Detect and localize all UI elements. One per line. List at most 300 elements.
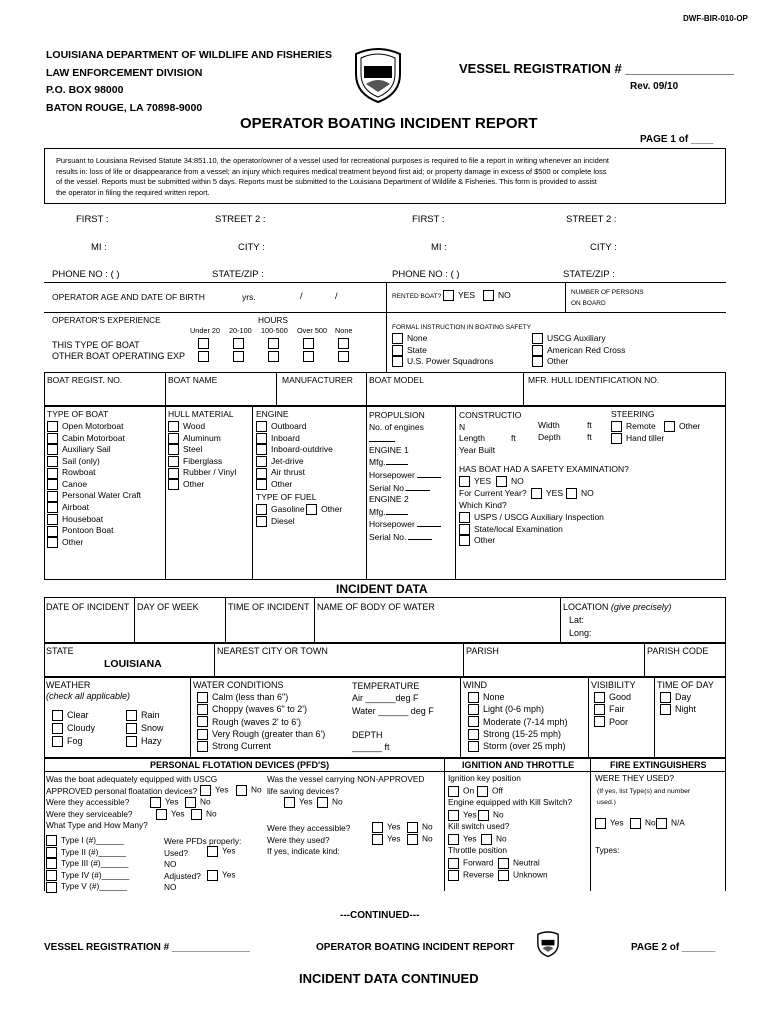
checkbox[interactable] — [47, 433, 58, 444]
checkbox[interactable] — [52, 736, 63, 747]
checkbox[interactable] — [531, 488, 542, 499]
pfd-equipped-no[interactable] — [236, 785, 262, 796]
checkbox[interactable] — [468, 704, 479, 715]
exam-kind-option: Other — [474, 535, 496, 546]
construction-label-2: N — [459, 421, 466, 432]
throttle-forward[interactable] — [448, 858, 493, 869]
formal-option: Other — [547, 356, 569, 367]
weather-left-list — [52, 709, 95, 748]
agency-line-2: LAW ENFORCEMENT DIVISION — [46, 66, 203, 79]
checkbox[interactable] — [477, 786, 488, 797]
checkbox[interactable] — [46, 882, 57, 893]
weather-option: Clear — [67, 710, 89, 721]
pfd-used-label: Were PFDs properly: — [164, 836, 242, 846]
exp-col-100-500: 100-500 — [261, 326, 288, 335]
checkbox[interactable] — [256, 504, 267, 515]
boat-type-option: Other — [62, 536, 84, 547]
checkbox[interactable] — [372, 834, 383, 845]
divider — [165, 406, 166, 580]
na-carrying-no[interactable] — [317, 797, 343, 808]
checkbox[interactable] — [448, 786, 459, 797]
checkbox[interactable] — [47, 456, 58, 467]
prop-text: Horsepower — [369, 469, 415, 480]
checkbox[interactable] — [303, 338, 314, 349]
checkbox[interactable] — [468, 716, 479, 727]
checkbox[interactable] — [656, 818, 667, 829]
yes-label: YES — [546, 487, 564, 498]
agency-address — [46, 47, 332, 117]
pfd-type: Type II (#)______ — [61, 846, 127, 857]
checkbox[interactable] — [197, 741, 208, 752]
divider — [134, 597, 135, 643]
fuel-gasoline[interactable] — [256, 504, 305, 515]
fire-types-label: Types: — [595, 845, 620, 855]
checkbox[interactable] — [126, 710, 137, 721]
checkbox[interactable] — [47, 537, 58, 548]
checkbox[interactable] — [566, 488, 577, 499]
type-of-boat-label: TYPE OF BOAT — [47, 409, 109, 419]
steering-other[interactable] — [664, 421, 700, 432]
yes-label: YES — [458, 289, 476, 300]
checkbox[interactable] — [483, 290, 494, 301]
engine-option: Outboard — [271, 420, 307, 431]
checkbox[interactable] — [168, 433, 179, 444]
pfd-equipped-yes[interactable] — [200, 785, 229, 796]
water-option: Very Rough (greater than 6') — [212, 728, 326, 739]
fuel-option: Diesel — [271, 515, 295, 526]
street2-label-right: STREET 2 : — [566, 214, 617, 225]
no-label: NO — [511, 475, 524, 486]
na-q: Was the vessel carrying NON-APPROVED — [267, 774, 425, 784]
checkbox[interactable] — [47, 491, 58, 502]
checkbox[interactable] — [594, 704, 605, 715]
steering-option: Remote — [626, 420, 656, 431]
checkbox[interactable] — [198, 351, 209, 362]
checkbox[interactable] — [664, 421, 675, 432]
pfd-accessible-no[interactable] — [185, 797, 211, 808]
ignition-on[interactable] — [448, 786, 474, 797]
checkbox[interactable] — [185, 797, 196, 808]
checkbox[interactable] — [630, 818, 641, 829]
divider — [590, 758, 591, 891]
state-zip-label-right: STATE/ZIP : — [563, 269, 615, 280]
pfd-type: Type III (#)______ — [61, 858, 129, 869]
checkbox[interactable] — [372, 822, 383, 833]
safety-yes[interactable] — [459, 476, 491, 487]
throttle-option: Neutral — [513, 857, 540, 868]
intro-line: results in: loss of life or disappearance from a vessel; an injury which requires medical treatment beyond first aid; or property damage in excess of $500 or complete loss — [56, 166, 607, 176]
no-label: No — [422, 821, 433, 832]
checkbox[interactable] — [392, 333, 403, 344]
checkbox[interactable] — [459, 476, 470, 487]
safety-no[interactable] — [496, 476, 524, 487]
checkbox[interactable] — [52, 723, 63, 734]
checkbox[interactable] — [47, 526, 58, 537]
na-questions-2 — [267, 823, 350, 858]
revision: Rev. 09/10 — [630, 81, 679, 92]
time-of-day-list — [660, 691, 696, 716]
formal-option: U.S. Power Squadrons — [407, 356, 494, 367]
checkbox[interactable] — [448, 870, 459, 881]
fire-note-1: (If yes, list Type(s) and number — [597, 788, 691, 795]
experience-label: OPERATOR'S EXPERIENCE — [52, 315, 161, 325]
agency-line-1: LOUISIANA DEPARTMENT OF WILDLIFE AND FISHERIES — [46, 49, 333, 61]
operator-age-label: OPERATOR AGE AND DATE OF BIRTH — [52, 292, 205, 302]
checkbox[interactable] — [459, 535, 470, 546]
checkbox[interactable] — [150, 797, 161, 808]
steering-remote[interactable] — [611, 421, 656, 432]
checkbox[interactable] — [317, 797, 328, 808]
na-used-yes[interactable] — [372, 834, 401, 845]
checkbox[interactable] — [303, 351, 314, 362]
checkbox[interactable] — [443, 290, 454, 301]
temperature-block — [352, 680, 434, 754]
checkbox[interactable] — [168, 444, 179, 455]
prop-text: Mfg. — [369, 457, 386, 468]
hull-option: Rubber / Vinyl — [183, 467, 237, 478]
fuel-diesel[interactable] — [256, 516, 295, 527]
checkbox[interactable] — [256, 444, 267, 455]
na-q: life saving devices? — [267, 785, 339, 796]
prop-text: Mfg. — [369, 506, 386, 517]
checkbox[interactable] — [594, 716, 605, 727]
kill-used-label: Kill switch used? — [448, 821, 510, 831]
city-label-left: CITY : — [238, 242, 265, 253]
checkbox[interactable] — [168, 456, 179, 467]
divider — [644, 643, 645, 677]
fire-used-label: WERE THEY USED? — [595, 773, 674, 783]
throttle-unknown[interactable] — [498, 870, 548, 881]
depth-ft: ______ ft — [352, 742, 390, 753]
na-carrying-yes[interactable] — [284, 797, 313, 808]
state-zip-label-left: STATE/ZIP : — [212, 269, 264, 280]
water-option: Strong Current — [212, 741, 272, 752]
na-accessible-no[interactable] — [407, 822, 433, 833]
checkbox[interactable] — [256, 479, 267, 490]
throttle-option: Reverse — [463, 869, 494, 880]
type-of-boat-list — [47, 421, 141, 549]
na-label: N/A — [671, 817, 685, 828]
checkbox[interactable] — [126, 723, 137, 734]
checkbox[interactable] — [207, 846, 218, 857]
checkbox[interactable] — [46, 835, 57, 846]
checkbox[interactable] — [46, 858, 57, 869]
non-approved-block — [267, 774, 424, 797]
boat-type-option: Rowboat — [62, 467, 96, 478]
wind-option: None — [483, 691, 505, 702]
checkbox[interactable] — [126, 736, 137, 747]
throttle-reverse[interactable] — [448, 870, 494, 881]
checkbox[interactable] — [660, 692, 671, 703]
pfd-types-list — [46, 835, 129, 893]
num-persons-l1: NUMBER OF PERSONS — [571, 289, 644, 296]
ignition-option: Off — [492, 785, 503, 796]
no-label: No — [200, 796, 211, 807]
footer-seal-icon — [536, 930, 560, 958]
prop-blank-line[interactable] — [369, 433, 441, 445]
checkbox[interactable] — [156, 809, 167, 820]
checkbox[interactable] — [392, 356, 403, 367]
checkbox[interactable] — [268, 351, 279, 362]
yes-label: Yes — [171, 808, 185, 819]
rented-no[interactable] — [483, 290, 511, 301]
pfd-type: Type I (#)______ — [61, 835, 124, 846]
hull-option: Other — [183, 478, 205, 489]
checkbox[interactable] — [198, 338, 209, 349]
yes-label: Yes — [387, 821, 401, 832]
no-label: No — [496, 833, 507, 844]
exp-checks-2[interactable] — [233, 337, 248, 362]
agency-line-4: BATON ROUGE, LA 70898-9000 — [46, 101, 203, 114]
checkbox[interactable] — [268, 338, 279, 349]
divider — [44, 771, 726, 772]
formal-option: American Red Cross — [547, 344, 626, 355]
prop-line: ENGINE 1 — [369, 444, 409, 455]
wind-list — [468, 691, 568, 752]
footer-vessel-registration: VESSEL REGISTRATION # ______________ — [44, 942, 250, 953]
pfd-q: APPROVED personal floatation devices? — [46, 785, 198, 796]
fuel-type-label: TYPE OF FUEL — [256, 492, 317, 502]
fire-na[interactable] — [656, 818, 685, 829]
water-temp: Water ______ deg F — [352, 705, 434, 716]
visibility-option: Poor — [609, 716, 629, 727]
throttle-neutral[interactable] — [498, 858, 540, 869]
parish-code-label: PARISH CODE — [647, 646, 709, 656]
depth-ft: ft — [587, 432, 592, 442]
checkbox[interactable] — [197, 692, 208, 703]
state-value: LOUISIANA — [104, 658, 162, 670]
rented-yes[interactable] — [443, 290, 475, 301]
rented-boat-label: RENTED BOAT? — [392, 293, 442, 300]
checkbox[interactable] — [46, 870, 57, 881]
width-label: Width — [538, 420, 560, 430]
no-label: No — [206, 808, 217, 819]
pfd-type: Type V (#)______ — [61, 881, 127, 892]
checkbox[interactable] — [407, 834, 418, 845]
divider — [560, 597, 561, 643]
checkbox[interactable] — [200, 785, 211, 796]
checkbox[interactable] — [468, 729, 479, 740]
kill-yes[interactable] — [448, 810, 477, 821]
prop-text: Serial No. — [369, 531, 407, 542]
checkbox[interactable] — [236, 785, 247, 796]
checkbox[interactable] — [47, 421, 58, 432]
prop-line: No. of engines — [369, 421, 424, 432]
year-built-label: Year Built — [459, 444, 496, 455]
checkbox[interactable] — [448, 858, 459, 869]
divider — [276, 372, 277, 406]
checkbox[interactable] — [168, 421, 179, 432]
checkbox[interactable] — [47, 502, 58, 513]
pfd-q: Were they accessible? — [46, 797, 130, 808]
hours-label: HOURS — [258, 315, 288, 325]
fire-no[interactable] — [630, 818, 656, 829]
checkbox[interactable] — [611, 433, 622, 444]
hull-id-label: MFR. HULL IDENTIFICATION NO. — [528, 375, 660, 385]
checkbox[interactable] — [338, 338, 349, 349]
exam-kinds-list — [459, 512, 604, 547]
checkbox[interactable] — [481, 834, 492, 845]
length-label: Length — [459, 433, 485, 444]
which-kind-label: Which Kind? — [459, 500, 507, 510]
formal-option: USCG Auxiliary — [547, 332, 606, 343]
checkbox[interactable] — [52, 710, 63, 721]
na-accessible-yes[interactable] — [372, 822, 401, 833]
no-label: No — [493, 809, 504, 820]
checkbox[interactable] — [448, 810, 459, 821]
fuel-other[interactable] — [306, 504, 342, 515]
weather-option: Rain — [141, 710, 160, 721]
checkbox[interactable] — [47, 468, 58, 479]
checkbox[interactable] — [197, 716, 208, 727]
divider — [366, 372, 367, 406]
air-temp: Air ______deg F — [352, 693, 419, 704]
boat-name-label: BOAT NAME — [168, 375, 218, 385]
na-used-no[interactable] — [407, 834, 433, 845]
weather-option: Hazy — [141, 736, 162, 747]
checkbox[interactable] — [532, 345, 543, 356]
checkbox[interactable] — [498, 858, 509, 869]
first-name-label-right: FIRST : — [412, 214, 445, 225]
exp-col-over500: Over 500 — [297, 326, 328, 335]
formal-left-list — [392, 333, 493, 368]
pfd-adjusted-yes[interactable] — [207, 870, 236, 881]
dob-slash-1: / — [300, 291, 303, 301]
pfd-serviceable-yes[interactable] — [156, 809, 185, 820]
checkbox[interactable] — [256, 516, 267, 527]
checkbox[interactable] — [459, 512, 470, 523]
checkbox[interactable] — [496, 476, 507, 487]
boat-type-option: Personal Water Craft — [62, 490, 142, 501]
exp-checks-5[interactable] — [338, 337, 353, 362]
steering-label: STEERING — [611, 409, 655, 419]
body-of-water-label: NAME OF BODY OF WATER — [317, 602, 435, 612]
weather-option: Cloudy — [67, 723, 96, 734]
checkbox[interactable] — [191, 809, 202, 820]
checkbox[interactable] — [660, 704, 671, 715]
pfd-used-yes[interactable] — [207, 846, 236, 857]
kill-switch-label: Engine equipped with Kill Switch? — [448, 797, 573, 807]
intro-line: the operator in filing the required written report. — [56, 187, 210, 197]
checkbox[interactable] — [197, 704, 208, 715]
kill-no[interactable] — [478, 810, 504, 821]
visibility-list — [594, 691, 631, 728]
fire-note — [597, 786, 690, 808]
yes-label: Yes — [222, 845, 236, 856]
location-label — [563, 602, 671, 612]
fire-yes[interactable] — [595, 818, 624, 829]
ignition-off[interactable] — [477, 786, 503, 797]
ignition-key-label: Ignition key position — [448, 773, 521, 783]
exp-checks-3[interactable] — [268, 337, 283, 362]
time-option: Day — [675, 691, 692, 702]
checkbox[interactable] — [256, 456, 267, 467]
checkbox[interactable] — [478, 810, 489, 821]
divider — [190, 677, 191, 758]
pfd-q: Was the boat adequately equipped with USCG — [46, 774, 218, 784]
propulsion-label: PROPULSION — [369, 410, 425, 420]
propulsion-block — [369, 410, 441, 544]
checkbox[interactable] — [306, 504, 317, 515]
checkbox[interactable] — [468, 741, 479, 752]
checkbox[interactable] — [47, 514, 58, 525]
no-label: No — [645, 817, 656, 828]
checkbox[interactable] — [338, 351, 349, 362]
checkbox[interactable] — [498, 870, 509, 881]
checkbox[interactable] — [448, 834, 459, 845]
checkbox[interactable] — [256, 433, 267, 444]
boat-type-option: Canoe — [62, 478, 88, 489]
throttle-label: Throttle position — [448, 845, 508, 855]
weather-right-list — [126, 709, 164, 748]
checkbox[interactable] — [407, 822, 418, 833]
checkbox[interactable] — [459, 524, 470, 535]
num-persons-l2: ON BOARD — [571, 300, 606, 307]
pfd-q: What Type and How Many? — [46, 820, 148, 831]
checkbox[interactable] — [233, 351, 244, 362]
lat-label: Lat: — [569, 615, 585, 625]
wind-option: Light (0-6 mph) — [483, 704, 545, 715]
pfd-accessible-yes[interactable] — [150, 797, 179, 808]
checkbox[interactable] — [207, 870, 218, 881]
engine-option: Inboard — [271, 432, 300, 443]
steering-hand-tiller[interactable] — [611, 433, 664, 444]
checkbox[interactable] — [392, 345, 403, 356]
dob-slash-2: / — [335, 291, 338, 301]
weather-option: Snow — [141, 723, 164, 734]
wind-option: Storm (over 25 mph) — [483, 741, 566, 752]
boat-type-option: Houseboat — [62, 513, 104, 524]
pfd-serviceable-no[interactable] — [191, 809, 217, 820]
checkbox[interactable] — [168, 479, 179, 490]
checkbox[interactable] — [468, 692, 479, 703]
checkbox[interactable] — [595, 818, 606, 829]
checkbox[interactable] — [256, 468, 267, 479]
checkbox[interactable] — [47, 444, 58, 455]
phone-label-right: PHONE NO : ( ) — [392, 269, 460, 280]
hull-option: Wood — [183, 420, 206, 431]
no-label: No — [251, 784, 262, 795]
kill-used-no[interactable] — [481, 834, 507, 845]
location-text: LOCATION — [563, 602, 609, 612]
checkbox[interactable] — [168, 468, 179, 479]
no-label: NO — [164, 859, 177, 870]
checkbox[interactable] — [197, 729, 208, 740]
checkbox[interactable] — [47, 479, 58, 490]
depth-label: Depth — [538, 432, 561, 442]
checkbox[interactable] — [532, 356, 543, 367]
divider — [44, 282, 726, 283]
divider — [386, 312, 387, 372]
page-number-1: PAGE 1 of ____ — [640, 134, 714, 145]
exp-col-under20: Under 20 — [190, 326, 221, 335]
exp-checks-4[interactable] — [303, 337, 318, 362]
checkbox[interactable] — [256, 421, 267, 432]
exp-checks-1[interactable] — [198, 337, 213, 362]
checkbox[interactable] — [594, 692, 605, 703]
kill-used-yes[interactable] — [448, 834, 477, 845]
checkbox[interactable] — [46, 847, 57, 858]
na-q: If yes, indicate kind: — [267, 846, 340, 857]
yes-label: Yes — [610, 817, 624, 828]
checkbox[interactable] — [532, 333, 543, 344]
checkbox[interactable] — [284, 797, 295, 808]
current-year-no[interactable] — [566, 488, 594, 499]
current-year-yes[interactable] — [531, 488, 563, 499]
nearest-city-label: NEAREST CITY OR TOWN — [217, 646, 328, 656]
checkbox[interactable] — [611, 421, 622, 432]
checkbox[interactable] — [233, 338, 244, 349]
